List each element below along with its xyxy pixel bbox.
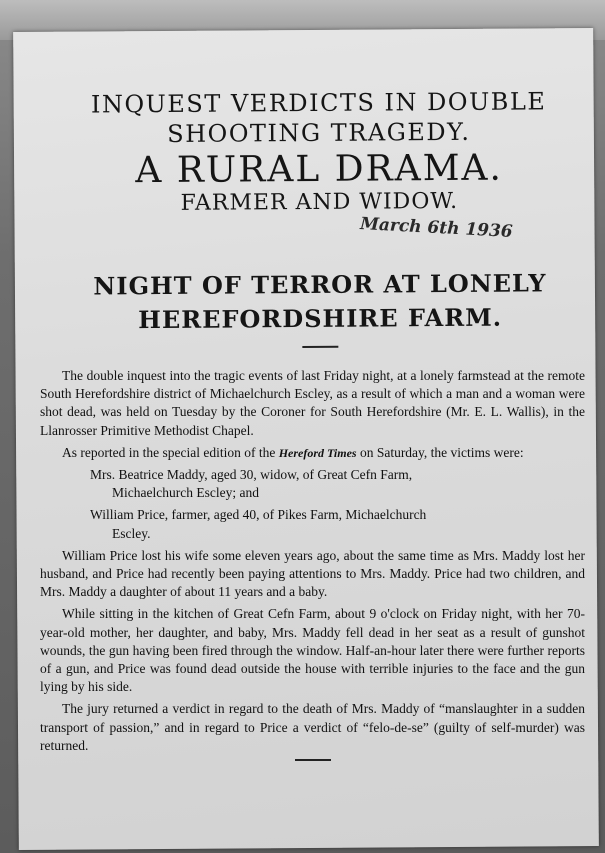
victim-1: [90, 466, 585, 502]
headline-rural-drama: A RURAL DRAMA.: [135, 147, 504, 192]
victim-2-cont: Escley.: [112, 525, 151, 541]
end-rule: [295, 759, 331, 761]
p2-post: on Saturday, the victims were:: [356, 444, 524, 460]
victim-1-line: Mrs. Beatrice Maddy, aged 30, widow, of Great Cefn Farm,: [90, 467, 413, 483]
article-body: [40, 367, 585, 761]
handwritten-date: March 6th 1936: [359, 214, 514, 242]
article-paragraph-2: [40, 444, 585, 462]
p2-pre: As reported in the special edition of the: [62, 444, 279, 460]
headline-night-of-terror: [45, 266, 595, 338]
divider-rule: [302, 346, 338, 348]
article-paragraph-1: The double inquest into the tragic events of last Friday night, at a lonely farmstead at the remote South Herefordshire district of Michaelchurch Escley, as a result of which a man and a woman were shot dead, was held on Tuesday by the Coroner for South Herefordshire (Mr. E. L. Wallis), in the Llanrosser Primitive Methodist Chapel.: [40, 368, 585, 438]
headline-line2: SHOOTING TRAGEDY.: [167, 117, 471, 148]
headline-farmer-widow: FARMER AND WIDOW.: [180, 188, 459, 216]
article-paragraph-4: While sitting in the kitchen of Great Cefn Farm, about 9 o'clock on Friday night, with her 70-year-old mother, her daughter, and baby, Mrs. Maddy fell dead in her seat as a result of gunshot wounds, the gun having been fired through the window. Half-an-hour later there were further reports of a gun, and Price was found dead outside the house with terrible injuries to the face and the gun lying by his side.: [40, 606, 585, 695]
article-paragraph-3: William Price lost his wife some eleven years ago, about the same time as Mrs. Maddy lost her husband, and Price had recently been paying attentions to Mrs. Maddy. Price had two children, and Mrs. Maddy a daughter of about 11 years and a baby.: [40, 547, 585, 600]
headline-main: [44, 86, 594, 150]
victim-1-cont: Michaelchurch Escley; and: [112, 485, 259, 501]
article-paragraph-5: The jury returned a verdict in regard to the death of Mrs. Maddy of “manslaughter in a sudden transport of passion,” and in regard to Price a verdict of “felo-de-se” (guilty of self-murder) was returned.: [40, 701, 585, 753]
headline-line5: NIGHT OF TERROR AT LONELY: [93, 268, 547, 301]
clipping-headlines: [43, 58, 595, 350]
victim-2-line: William Price, farmer, aged 40, of Pikes Farm, Michaelchurch: [90, 507, 427, 523]
headline-line6: HEREFORDSHIRE FARM.: [138, 302, 503, 335]
newspaper-name: Hereford Times: [278, 445, 357, 460]
victim-2: [90, 506, 585, 542]
headline-line1: INQUEST VERDICTS IN DOUBLE: [90, 87, 547, 119]
